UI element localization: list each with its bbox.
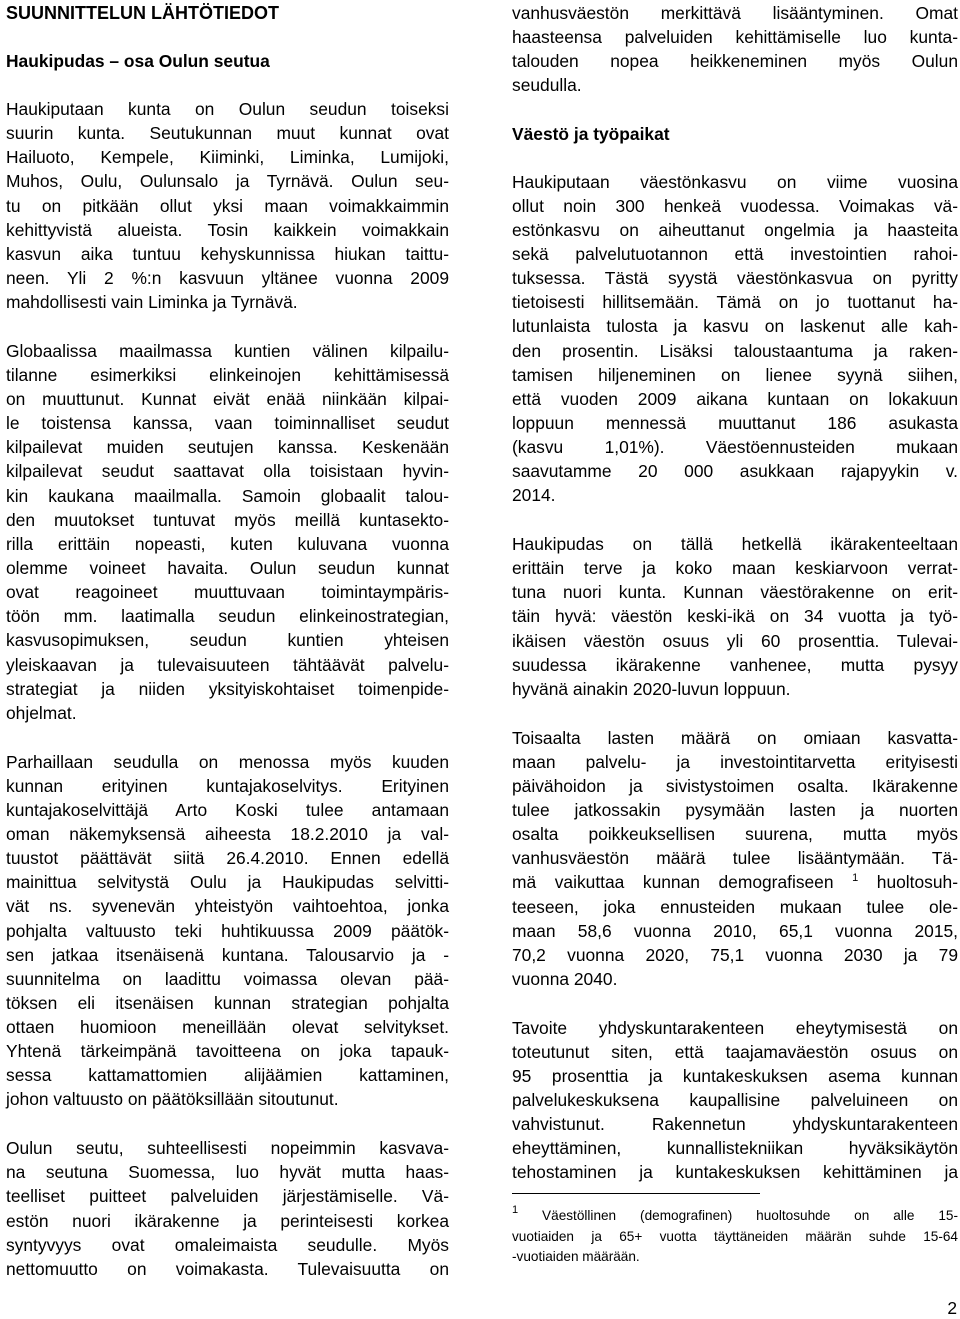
paragraph-municipal-merger	[6, 750, 449, 1112]
text-line: 95 prosenttia ja kuntakeskuksen asema kunnan	[512, 1065, 958, 1086]
text-line: le toistensa kanssa, vaan toiminnalliset seudut	[6, 413, 449, 434]
text-line: Toisaalta lasten määrä on omiaan kasvatta-	[512, 727, 958, 748]
text-line: Haukiputaan kunta on Oulun seudun toiseksi	[6, 99, 449, 119]
text-line: tu on pitkään ollut yksi maan voimakkaimmin	[6, 195, 449, 216]
text-fragment: Väestöllinen (demografinen) huoltosuhde on alle 15-	[518, 1208, 958, 1223]
text-line: kilpailevat muiden seutujen kanssa. Keskenään	[6, 437, 449, 458]
text-line: töksen eli itsenäisen kunnan strategian pohjalta	[6, 992, 449, 1013]
footnote-line	[512, 1206, 958, 1227]
text-line: mainittua selvitystä Oulu ja Haukipudas selvitti-	[6, 872, 449, 893]
text-line: vuonna 2040.	[512, 968, 618, 989]
text-line: seudulla.	[512, 75, 582, 96]
footnote-line: vuotiaiden ja 65+ vuotta täyttäneiden määrän suhde 15-64	[512, 1228, 958, 1244]
text-line: tietoisesti hillitsemään. Tämä on jo tuottanut ha-	[512, 292, 958, 313]
footnote-line: -vuotiaiden määrään.	[512, 1249, 640, 1264]
text-line: (kasvu 1,01%). Väestöennusteiden mukaan	[512, 437, 958, 458]
text-line: tuna nuori kunta. Kunnan väestörakenne on erit-	[512, 582, 958, 603]
text-line: kilpailevat seudut saattavat olla toisistaan hyvin-	[6, 461, 449, 482]
paragraph-continued	[512, 1, 958, 98]
text-line: tuustot päättävät siitä 26.4.2010. Ennen edellä	[6, 848, 449, 869]
paragraph-population-growth	[512, 170, 958, 508]
text-line: estön nuori ikärakenne ja perinteisesti korkea	[6, 1210, 449, 1231]
text-line	[512, 870, 958, 894]
text-line: tehostaminen ja kuntakeskuksen kehittäminen ja	[512, 1162, 958, 1183]
text-line: johon valtuusto on päätöksillään sitoutunut.	[6, 1089, 339, 1110]
text-line: osalta poikkeuksellisen suurena, mutta myös	[512, 824, 958, 845]
right-column	[512, 0, 958, 1185]
text-line: ikäisen väestön osuus yli 60 prosenttia. Tulevai-	[512, 630, 958, 651]
text-line: mahdollisesti vain Liminka ja Tyrnävä.	[6, 292, 298, 313]
text-line: kin kaukana maailmalla. Samoin globaalit talou-	[6, 485, 449, 506]
text-line: Yhtenä tärkeimpänä tavoitteena on joka tapauk-	[6, 1041, 449, 1062]
text-line: lutunlaista tulosta ja kasvu on laskenut alle kah-	[512, 316, 958, 337]
text-line: 2014.	[512, 485, 556, 506]
text-line: eheyttäminen, kunnallistekniikan hyväksikäytön	[512, 1138, 958, 1159]
text-line: ollut noin 300 henkeä vuodessa. Voimakas vä-	[512, 195, 958, 216]
text-line: haasteensa palveluiden kehittämiselle luo kunta-	[512, 27, 958, 48]
text-line: kasvun aika tuntuu kehyskunnissa hiukan taittu-	[6, 243, 449, 264]
text-line: kasvusopimuksen, seudun kuntien yhteisen	[6, 630, 449, 651]
text-line: erittäin terve ja koko maan keskiarvoon verrat-	[512, 558, 958, 579]
text-line: kuntajakoselvittäjä Arto Koski tulee antamaan	[6, 799, 449, 820]
text-line: strategiat ja niiden yksityiskohtaiset toimenpide-	[6, 678, 449, 699]
text-line: pohjalta valtuusto teki huhtikuussa 2009 päätök-	[6, 920, 449, 941]
text-line: syntyvyys ovat omaleimaista seudulle. Myös	[6, 1234, 449, 1255]
text-line: Parhaillaan seudulla on menossa myös kuuden	[6, 751, 449, 772]
text-line: kunnan erityinen kuntajakoselvitys. Erityinen	[6, 775, 449, 796]
text-line: Haukiputaan väestönkasvu on viime vuosina	[512, 171, 958, 192]
text-line: Muhos, Oulu, Oulunsalo ja Tyrnävä. Oulun seu-	[6, 171, 449, 192]
text-line: rilla erittäin nopeasti, kuten kuluvana vuonna	[6, 533, 449, 554]
text-line: Haukipudas on tällä hetkellä ikärakenteeltaan	[512, 534, 958, 555]
paragraph-globalization	[6, 339, 449, 725]
text-line: oman näkemyksensä aiheesta 18.2.2010 ja val-	[6, 823, 449, 844]
text-fragment: mä vaikuttaa kunnan demografiseen	[512, 872, 834, 893]
text-line: tamisen hiljeneminen on lienee syynä siihen,	[512, 364, 958, 385]
text-line: on muuttunut. Kunnat eivät enää niinkään kilpai-	[6, 389, 449, 410]
text-line: töön mm. laatimalla seudun elinkeinostrategian,	[6, 606, 449, 627]
left-column	[6, 0, 449, 1281]
text-line: kehittyvistä alueista. Tosin kaikkein voimakkain	[6, 219, 449, 240]
text-line: suudessa ikärakenne vanhenee, mutta pysyy	[512, 654, 958, 675]
text-line: yleiskaavan ja tulevaisuuteen tähtäävät palvelu-	[6, 654, 449, 675]
footnote	[512, 1206, 958, 1268]
text-line: 70,2 vuonna 2020, 75,1 vuonna 2030 ja 79	[512, 944, 958, 965]
text-line: päivähoidon ja sivistystoimen osalta. Ikärakenne	[512, 775, 958, 796]
text-line: estönkasvu on aiheuttanut ongelmia ja haasteita	[512, 219, 958, 240]
text-line: tulee jatkossakin pysymään lasten ja nuorten	[512, 799, 958, 820]
text-line: den muutokset tuntuvat myös meillä kuntasekto-	[6, 509, 449, 530]
text-line: saavutamme 20 000 asukkaan rajapyykin v.	[512, 461, 958, 482]
text-line: tuksessa. Tästä syystä väestönkasvua on pyritty	[512, 268, 958, 289]
subsection-heading: Väestö ja työpaikat	[512, 123, 670, 144]
text-line: sekä palvelutuotannon että investointien rahoi-	[512, 243, 958, 264]
text-line: neen. Yli 2 %:n kasvuun yltänee vuonna 2009	[6, 267, 449, 288]
text-line: Oulun seutu, suhteellisesti nopeimmin kasvava-	[6, 1138, 449, 1159]
text-line: sen jatkaa itsenäisenä kuntana. Talousarvio ja -	[6, 944, 449, 965]
text-line: tilanne esimerkiksi elinkeinojen kehittämisessä	[6, 364, 449, 385]
text-line: täin hyvä: väestön keski-ikä on 34 vuotta ja työ-	[512, 606, 958, 627]
text-line: teeseen, joka ennusteiden mukaan tulee ole-	[512, 896, 958, 917]
footnote-reference[interactable]: 1	[852, 872, 859, 885]
text-line: vanhusväestön määrä tulee lisääntymään. Tä-	[512, 848, 958, 869]
paragraph-dependency-ratio	[512, 726, 958, 992]
text-line: maan palvelu- ja investointitarvetta erityisesti	[512, 751, 958, 772]
paragraph-community-structure	[512, 1016, 958, 1185]
text-line: hyvänä ainakin 2020-luvun loppuun.	[512, 678, 791, 699]
text-line: suunnitelma on laadittu voimassa olevan pää-	[6, 968, 449, 989]
text-line: toteutunut siten, että taajamaväestön osuus on	[512, 1041, 958, 1062]
text-line: olemme voineet havaita. Oulun seudun kunnat	[6, 558, 449, 579]
footnote-marker: 1	[512, 1204, 519, 1216]
page-number: 2	[947, 1298, 957, 1318]
text-line: maan 58,6 vuonna 2010, 65,1 vuonna 2015,	[512, 920, 958, 941]
text-line: nettomuutto on voimakasta. Tulevaisuutta on	[6, 1258, 449, 1279]
section-heading: SUUNNITTELUN LÄHTÖTIEDOT	[6, 3, 279, 23]
text-line: na seutuna Suomessa, luo hyvät mutta haas-	[6, 1162, 449, 1183]
paragraph-intro	[6, 97, 449, 314]
text-line: että vuoden 2009 aikana kuntaan on lokakuun	[512, 388, 958, 409]
text-line: vanhusväestön merkittävä lisääntyminen. Omat	[512, 3, 958, 23]
text-line: vät ns. syvenevän yhteistyön vaihtoehtoa, jonka	[6, 896, 449, 917]
paragraph-age-structure	[512, 532, 958, 701]
text-line: sessa kattamattomien alijäämien kattaminen,	[6, 1065, 449, 1086]
text-line: palvelukeskuksena kaupallisine palveluineen on	[512, 1089, 958, 1110]
text-line: loppuun mennessä muuttanut 186 asukasta	[512, 412, 958, 433]
text-line: ohjelmat.	[6, 702, 77, 723]
text-line: Hailuoto, Kempele, Kiiminki, Liminka, Lumijoki,	[6, 147, 449, 168]
footnote-divider	[512, 1193, 760, 1194]
subsection-heading: Haukipudas – osa Oulun seutua	[6, 51, 270, 71]
paragraph-oulu-region	[6, 1136, 449, 1281]
text-line: suurin kunta. Seutukunnan muut kunnat ovat	[6, 123, 449, 144]
text-line: teelliset puitteet palveluiden järjestämiselle. Vä-	[6, 1186, 449, 1207]
text-line: talouden nopea heikkeneminen myös Oulun	[512, 51, 958, 72]
text-line: ottaen huomioon meneillään olevat selvitykset.	[6, 1017, 449, 1038]
text-line: Tavoite yhdyskuntarakenteen eheytymisestä on	[512, 1017, 958, 1038]
text-line: Globaalissa maailmassa kuntien välinen kilpailu-	[6, 340, 449, 361]
text-line: ovat reagoineet muuttuvaan toimintaympäris-	[6, 582, 449, 603]
text-line: den prosentin. Lisäksi taloustaantuma ja raken-	[512, 340, 958, 361]
text-fragment: huoltosuh-	[858, 872, 958, 893]
text-line: vahvistunut. Rakennetun yhdyskuntarakenteen	[512, 1114, 958, 1135]
